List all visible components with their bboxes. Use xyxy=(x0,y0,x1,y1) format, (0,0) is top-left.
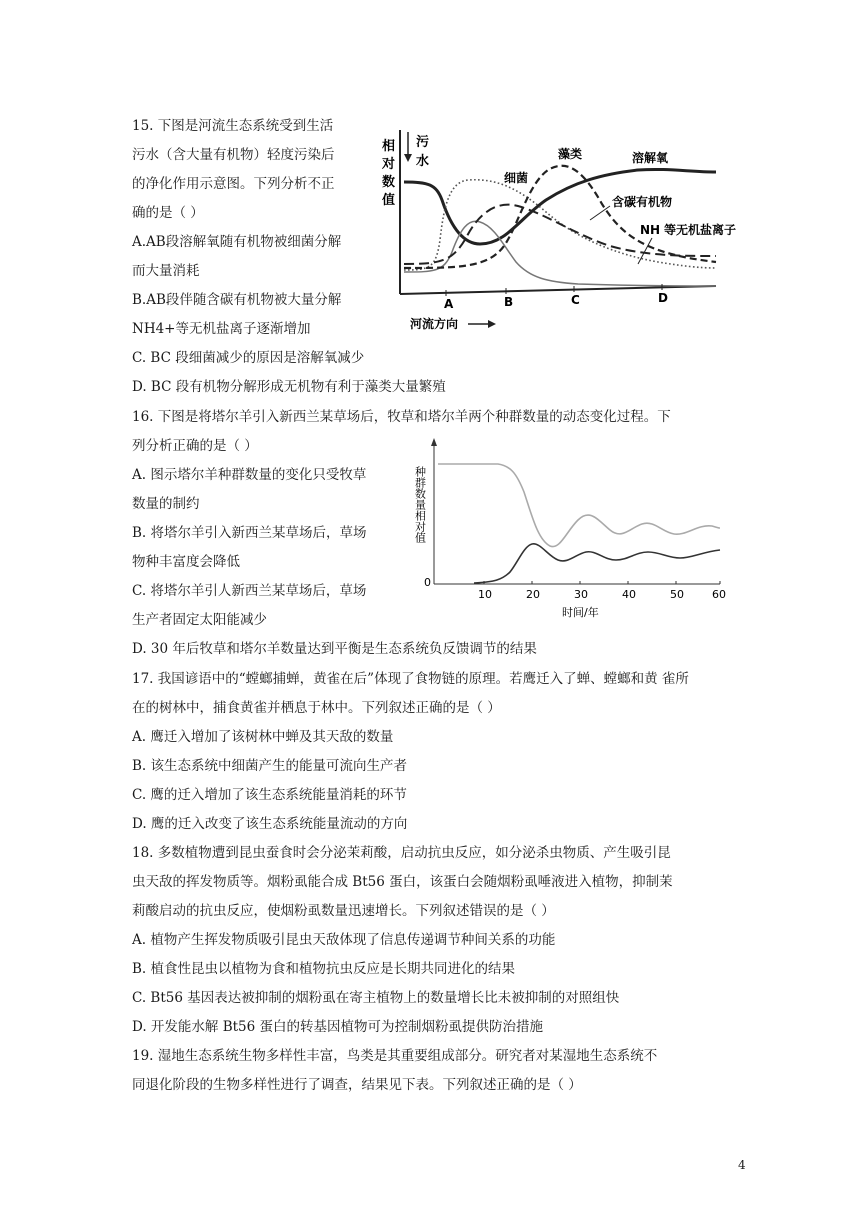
q15-label-algae: 藻类 xyxy=(558,147,583,161)
q15-stem-line-1: 15. 下图是河流生态系统受到生活 xyxy=(132,118,334,134)
q15-ylabel-2: 对 xyxy=(382,157,396,172)
q18-option-b: B. 植食性昆虫以植物为食和植物抗虫反应是长期共同进化的结果 xyxy=(132,961,516,977)
q18-option-d: D. 开发能水解 Bt56 蛋白的转基因植物可为控制烟粉虱提供防治措施 xyxy=(132,1019,544,1035)
q15-label-nh4: NH xyxy=(640,223,661,237)
q15-option-b-line-1: B.AB段伴随含碳有机物被大量分解 xyxy=(132,292,342,308)
q16-option-b-line-2: 物种丰富度会降低 xyxy=(132,554,240,570)
q16-xtick-40: 40 xyxy=(622,588,636,601)
q17-stem-line-2: 在的树林中，捕食黄雀并栖息于林中。下列叙述正确的是（ ） xyxy=(132,700,501,716)
q16-option-d: D. 30 年后牧草和塔尔羊数量达到平衡是生态系统负反馈调节的结果 xyxy=(132,641,537,657)
q15-option-a-line-2: 而大量消耗 xyxy=(132,263,200,279)
q15-tick-d: D xyxy=(658,291,668,305)
q18-stem-line-3: 莉酸启动的抗虫反应，使烟粉虱数量迅速增长。下列叙述错误的是（ ） xyxy=(132,903,555,919)
q16-population-chart xyxy=(398,436,732,626)
q18-option-c: C. Bt56 基因表达被抑制的烟粉虱在寄主植物上的数量增长比未被抑制的对照组快 xyxy=(132,990,620,1006)
q15-tick-c: C xyxy=(571,293,580,307)
page-number: 4 xyxy=(738,1158,746,1172)
q15-stem-line-2: 污水（含大量有机物）轻度污染后 xyxy=(132,147,335,163)
q16-y-axis-arrow xyxy=(431,438,437,446)
q16-option-b-line-1: B. 将塔尔羊引入新西兰某草场后，草场 xyxy=(132,525,367,541)
q16-xlabel: 时间/年 xyxy=(562,606,599,619)
q16-xtick-50: 50 xyxy=(670,588,684,601)
q17-stem-line-1: 17. 我国谚语中的“螳螂捕蝉，黄雀在后”体现了食物链的原理。若鹰迁入了蝉、螳螂和黄 雀所 xyxy=(132,671,689,687)
q16-series-grass xyxy=(438,464,720,547)
q15-xlabel: 河流方向 xyxy=(410,317,459,331)
q15-option-c: C. BC 段细菌减少的原因是溶解氧减少 xyxy=(132,350,365,366)
q16-series-tahr xyxy=(474,544,720,583)
q19-stem-line-1: 19. 湿地生态系统生物多样性丰富，鸟类是其重要组成部分。研究者对某湿地生态系统不 xyxy=(132,1048,658,1064)
q15-stem-line-3: 的净化作用示意图。下列分析不正 xyxy=(132,176,335,192)
q15-label-nh4-tail: 等无机盐离子 xyxy=(664,223,737,237)
q15-ylabel-1: 相 xyxy=(382,139,396,154)
q15-option-b-line-2: NH4+等无机盐离子逐渐增加 xyxy=(132,321,311,337)
q15-ylabel-3: 数 xyxy=(382,175,396,190)
q15-tick-b: B xyxy=(504,295,514,309)
q16-option-a-line-1: A. 图示塔尔羊种群数量的变化只受牧草 xyxy=(132,467,367,483)
q15-sewage-label-2: 水 xyxy=(416,154,430,169)
q15-sewage-arrowhead xyxy=(404,154,412,162)
q15-label-bacteria: 细菌 xyxy=(504,171,529,185)
q18-stem-line-2: 虫天敌的挥发物质等。烟粉虱能合成 Bt56 蛋白，该蛋白会随烟粉虱唾液进入植物，抑制茉 xyxy=(132,874,673,890)
q16-xtick-30: 30 xyxy=(574,588,588,601)
q15-ylabel-4: 值 xyxy=(382,193,396,208)
q17-option-b: B. 该生态系统中细菌产生的能量可流向生产者 xyxy=(132,758,408,774)
q15-tick-a: A xyxy=(444,297,454,311)
q15-x-axis xyxy=(400,286,716,294)
q15-option-a-line-1: A.AB段溶解氧随有机物被细菌分解 xyxy=(132,234,342,250)
q15-label-oxygen: 溶解氧 xyxy=(632,151,669,165)
q15-sewage-label-1: 污 xyxy=(416,135,430,150)
q16-option-c-line-2: 生产者固定太阳能减少 xyxy=(132,612,267,628)
q15-option-d: D. BC 段有机物分解形成无机物有利于藻类大量繁殖 xyxy=(132,379,446,395)
q17-option-c: C. 鹰的迁入增加了该生态系统能量消耗的环节 xyxy=(132,787,407,803)
q15-curve-algae xyxy=(404,166,716,268)
q15-river-purification-figure xyxy=(378,122,737,344)
q19-stem-line-2: 同退化阶段的生物多样性进行了调查，结果见下表。下列叙述正确的是（ ） xyxy=(132,1077,582,1093)
q15-stem-line-4: 确的是（ ） xyxy=(132,205,204,221)
q16-xtick-10: 10 xyxy=(478,588,492,601)
q16-xtick-20: 20 xyxy=(526,588,540,601)
q16-xtick-60: 60 xyxy=(712,588,726,601)
q17-option-a: A. 鹰迁入增加了该树林中蝉及其天敌的数量 xyxy=(132,729,394,745)
q18-stem-line-1: 18. 多数植物遭到昆虫蚕食时会分泌茉莉酸，启动抗虫反应，如分泌杀虫物质、产生吸引昆 xyxy=(132,845,671,861)
q16-y-zero: 0 xyxy=(424,576,431,589)
q16-stem-line-2: 列分析正确的是（ ） xyxy=(132,438,258,454)
q16-stem-line-1: 16. 下图是将塔尔羊引入新西兰某草场后，牧草和塔尔羊两个种群数量的动态变化过程。下 xyxy=(132,409,671,425)
q16-option-c-line-1: C. 将塔尔羊引人新西兰某草场后，草场 xyxy=(132,583,367,599)
q16-option-a-line-2: 数量的制约 xyxy=(132,496,200,512)
q17-option-d: D. 鹰的迁入改变了该生态系统能量流动的方向 xyxy=(132,816,408,832)
q15-xlabel-arrowhead xyxy=(488,320,496,328)
q15-label-organic: 含碳有机物 xyxy=(612,195,673,209)
q16-ylabel: 种群数量相对值 xyxy=(413,466,427,543)
q18-option-a: A. 植物产生挥发物质吸引昆虫天敌体现了信息传递调节种间关系的功能 xyxy=(132,932,556,948)
